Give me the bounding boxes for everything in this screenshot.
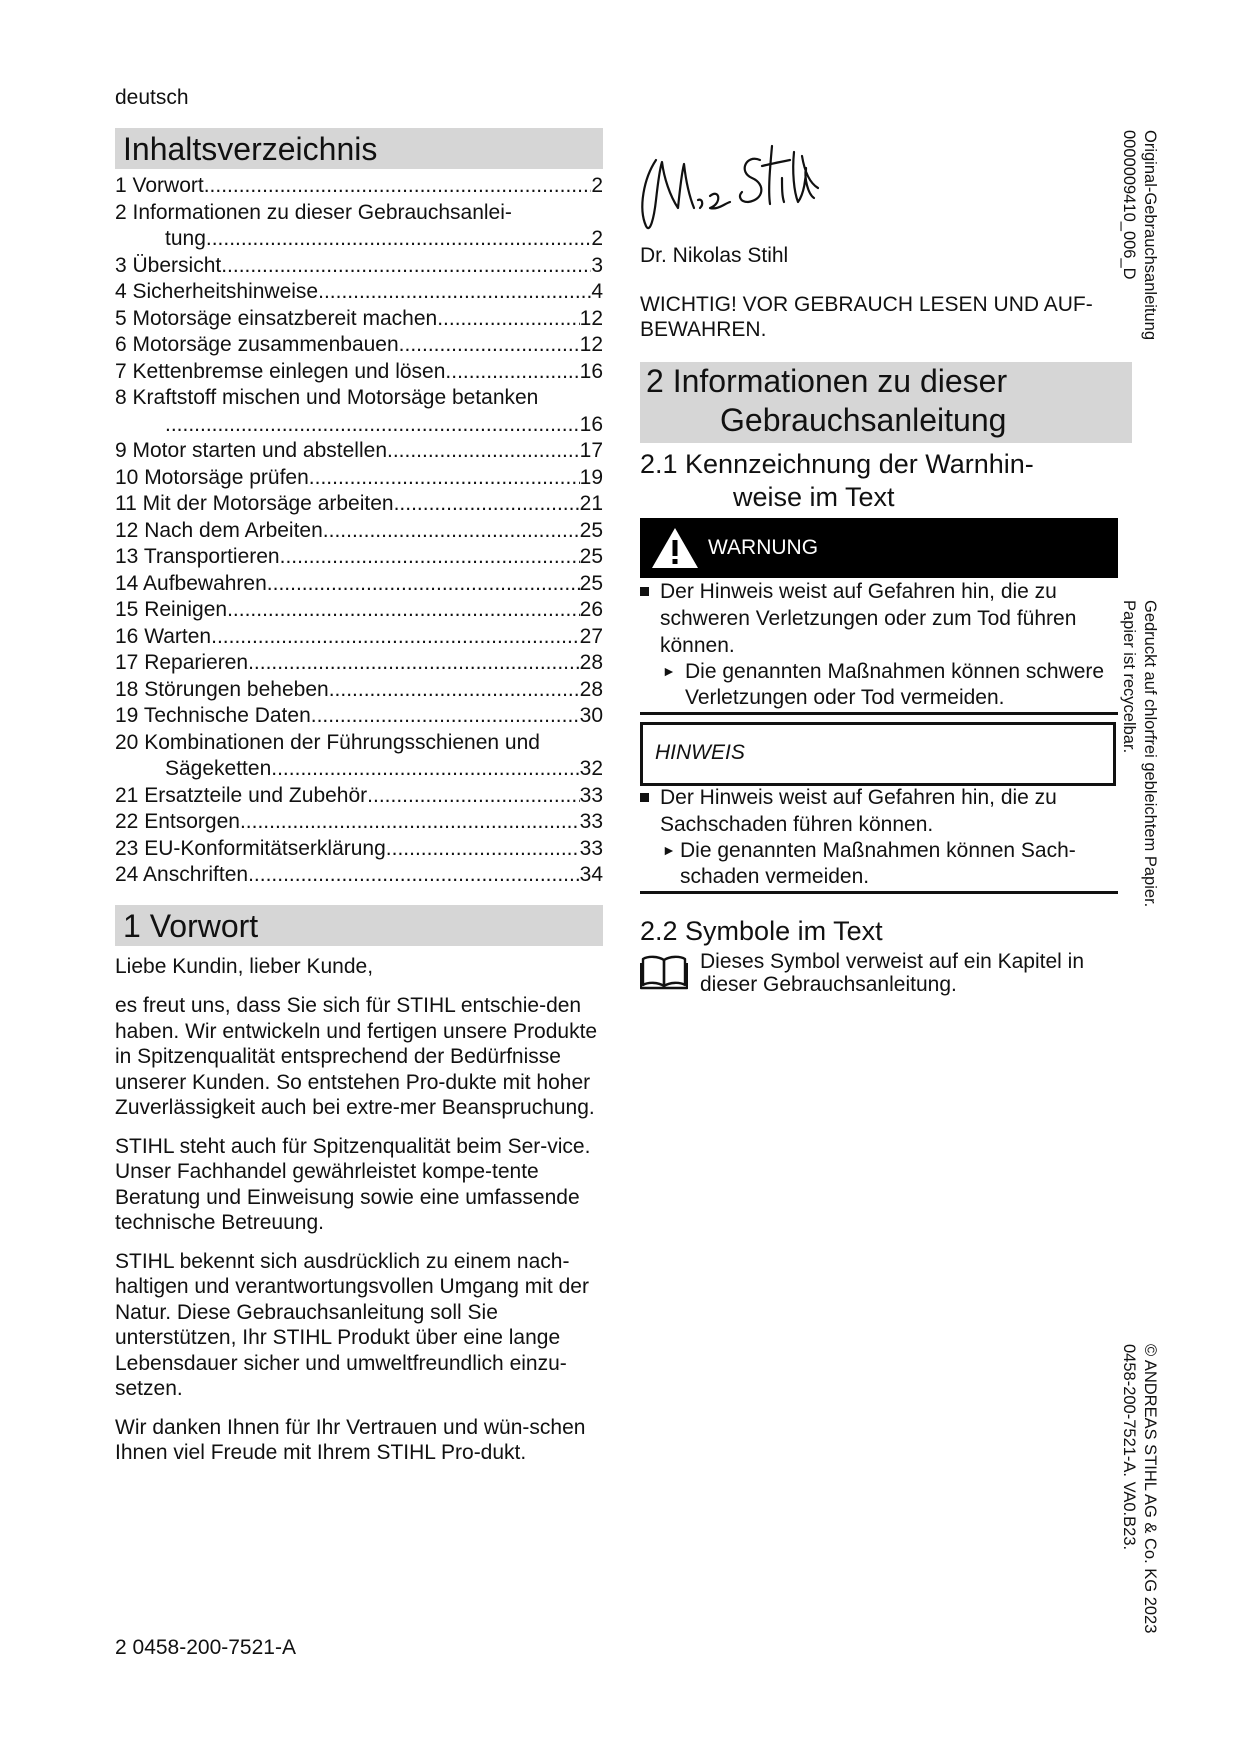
divider <box>640 891 1118 894</box>
toc-entry[interactable]: 7 Kettenbremse einlegen und lösen ..... 16 <box>115 359 603 386</box>
toc-entry[interactable]: 8 Kraftstoff mischen und Motorsäge betanken <box>115 386 539 409</box>
toc-page-number: 25 <box>579 518 603 542</box>
toc-page-number: 12 <box>579 333 603 356</box>
toc-page-number: 26 <box>579 598 603 621</box>
divider <box>640 712 1118 715</box>
warning-triangle-icon <box>650 526 700 570</box>
toc-page-number: 16 <box>579 359 603 383</box>
section-2-1-title-line2: weise im Text <box>733 482 895 512</box>
book-icon <box>640 954 688 990</box>
toc-entry[interactable]: 3 Übersicht ..... 3 <box>115 253 603 280</box>
section-2-title-line2: Gebrauchsanleitung <box>720 402 1007 438</box>
toc-entry[interactable]: 18 Störungen beheben ..... 28 <box>115 677 603 704</box>
toc-entry[interactable]: 17 Reparieren ..... 28 <box>115 650 603 677</box>
toc-page-number: 12 <box>579 306 603 330</box>
toc-entry[interactable]: 10 Motorsäge prüfen ..... 19 <box>115 465 603 492</box>
warning-description <box>640 578 1120 710</box>
vorwort-paragraph: es freut uns, dass Sie sich für STIHL entschie-den haben. Wir entwickeln und fertigen unsere Produkte in Spitzenqualität entsprechend der Bedürfnisse unserer Kunden. So entstehen Pro-dukte mit hoher Zuverlässigkeit auch bei extre-mer Beanspruchung. <box>115 994 598 1119</box>
vorwort-paragraph: STIHL steht auch für Spitzenqualität beim Ser-vice. Unser Fachhandel gewährleistet kompe-tente Beratung und Einweisung sowie eine umfassende technische Betreuung. <box>115 1134 591 1234</box>
toc-entry[interactable]: 4 Sicherheitshinweise ..... 4 <box>115 279 603 306</box>
toc-entry[interactable]: 23 EU-Konformitätserklärung ..... 33 <box>115 836 603 863</box>
toc-entry[interactable]: 22 Entsorgen ..... 33 <box>115 809 603 836</box>
toc-page-number: 3 <box>591 253 603 277</box>
warning-banner <box>640 518 1118 578</box>
margin-mid-text: Gedruckt auf chlorfrei gebleichtem Papier. Papier ist recycelbar. <box>1120 600 1159 908</box>
toc-entry[interactable]: 14 Aufbewahren ..... 25 <box>115 571 603 598</box>
vorwort-paragraph: STIHL bekennt sich ausdrücklich zu einem nach-haltigen und verantwortungsvollen Umgang mit der Natur. Diese Gebrauchsanleitung soll Sie unterstützen, Ihr STIHL Produkt über eine lange Lebensdauer sicher und umweltfreundlich einzu-setzen. <box>115 1249 589 1400</box>
notice-box <box>640 722 1116 786</box>
toc-entry[interactable]: 1 Vorwort ..... 2 <box>115 173 603 200</box>
section-2-2-title: 2.2 Symbole im Text <box>640 916 883 946</box>
arrow-right-icon: ► <box>662 842 676 858</box>
notice-action: ► Die genannten Maßnahmen können Sach-schaden vermeiden. <box>662 839 1076 888</box>
toc-page-number: 33 <box>579 836 603 860</box>
vorwort-paragraph: Wir danken Ihnen für Ihr Vertrauen und wün-schen Ihnen viel Freude mit Ihrem STIHL Pro-dukt. <box>115 1415 586 1464</box>
toc-page-number: 28 <box>579 651 603 674</box>
notice-bullet: Der Hinweis weist auf Gefahren hin, die zu Sachschaden führen können. <box>640 784 1120 838</box>
toc-entry[interactable]: 9 Motor starten und abstellen ..... 17 <box>115 438 603 465</box>
table-of-contents <box>115 173 603 889</box>
toc-page-number: 28 <box>579 677 603 701</box>
toc-page-number: 16 <box>579 412 603 436</box>
toc-page-number: 33 <box>579 783 603 807</box>
toc-title: Inhaltsverzeichnis <box>115 128 603 169</box>
salutation: Liebe Kundin, lieber Kunde, <box>115 954 374 978</box>
page-footer: 2 0458-200-7521-A <box>115 1636 296 1659</box>
toc-entry[interactable]: 15 Reinigen ..... 26 <box>115 597 603 624</box>
toc-page-number: 30 <box>579 704 603 727</box>
signature-image <box>634 138 824 238</box>
arrow-right-icon: ► <box>662 663 676 679</box>
toc-page-number: 34 <box>579 863 603 886</box>
section-2-title-line1: 2 Informationen zu dieser <box>646 363 1008 399</box>
toc-page-number: 17 <box>579 439 603 462</box>
margin-top-text: Original-Gebrauchsanleitung 0000009410_006_D <box>1120 130 1159 341</box>
left-column <box>115 128 603 1479</box>
toc-entry[interactable]: 6 Motorsäge zusammenbauen ..... 12 <box>115 332 603 359</box>
toc-entry[interactable]: 21 Ersatzteile und Zubehör ..... 33 <box>115 783 603 810</box>
toc-page-number: 27 <box>579 624 603 648</box>
toc-entry[interactable]: 13 Transportieren ..... 25 <box>115 544 603 571</box>
book-symbol-description: Dieses Symbol verweist auf ein Kapitel in dieser Gebrauchsanleitung. <box>700 950 1085 996</box>
toc-entry[interactable]: 2 Informationen zu dieser Gebrauchsanlei- <box>115 200 512 224</box>
bullet-square-icon <box>640 793 649 802</box>
toc-page-number: 2 <box>591 227 603 250</box>
toc-entry[interactable]: 20 Kombinationen der Führungsschienen und <box>115 730 540 754</box>
toc-page-number: 2 <box>591 174 603 197</box>
section-2-title <box>640 362 1132 443</box>
toc-page-number: 33 <box>579 810 603 833</box>
toc-entry[interactable]: 12 Nach dem Arbeiten ..... 25 <box>115 518 603 545</box>
toc-entry[interactable]: 11 Mit der Motorsäge arbeiten ..... 21 <box>115 491 603 518</box>
warning-label: WARNUNG <box>708 536 819 559</box>
toc-entry-continued[interactable]: Sägeketten ..... 32 <box>115 756 603 783</box>
toc-entry-continued[interactable]: tung ..... 2 <box>115 226 603 253</box>
toc-entry-continued[interactable] <box>115 412 603 439</box>
warning-bullet: Der Hinweis weist auf Gefahren hin, die zu schweren Verletzungen oder zum Tod führen können. <box>640 578 1120 659</box>
language-label: deutsch <box>115 86 189 109</box>
toc-page-number: 4 <box>591 280 603 303</box>
toc-entry[interactable]: 16 Warten ..... 27 <box>115 624 603 651</box>
warning-action: ► Die genannten Maßnahmen können schwere Verletzungen oder Tod vermeiden. <box>662 660 1105 709</box>
signature-name: Dr. Nikolas Stihl <box>640 244 789 267</box>
bullet-square-icon <box>640 587 649 596</box>
vorwort-title: 1 Vorwort <box>115 905 603 946</box>
notice-description <box>640 784 1120 889</box>
toc-entry[interactable]: 19 Technische Daten ..... 30 <box>115 703 603 730</box>
toc-page-number: 25 <box>579 545 603 568</box>
important-notice: WICHTIG! VOR GEBRAUCH LESEN UND AUF-BEWAHREN. <box>640 293 1093 341</box>
toc-entry[interactable]: 24 Anschriften ..... 34 <box>115 862 603 889</box>
section-2-1-title <box>640 448 1140 514</box>
toc-page-number: 19 <box>579 465 603 489</box>
toc-page-number: 21 <box>579 492 603 515</box>
toc-page-number: 25 <box>579 571 603 595</box>
margin-bottom-text: © ANDREAS STIHL AG & Co. KG 2023 0458-200-7521-A. VA0.B23. <box>1120 1344 1159 1634</box>
notice-label: HINWEIS <box>655 741 745 764</box>
toc-page-number: 32 <box>579 757 603 780</box>
section-2-1-title-line1: 2.1 Kennzeichnung der Warnhin- <box>640 449 1034 479</box>
toc-entry[interactable]: 5 Motorsäge einsatzbereit machen ..... 12 <box>115 306 603 333</box>
